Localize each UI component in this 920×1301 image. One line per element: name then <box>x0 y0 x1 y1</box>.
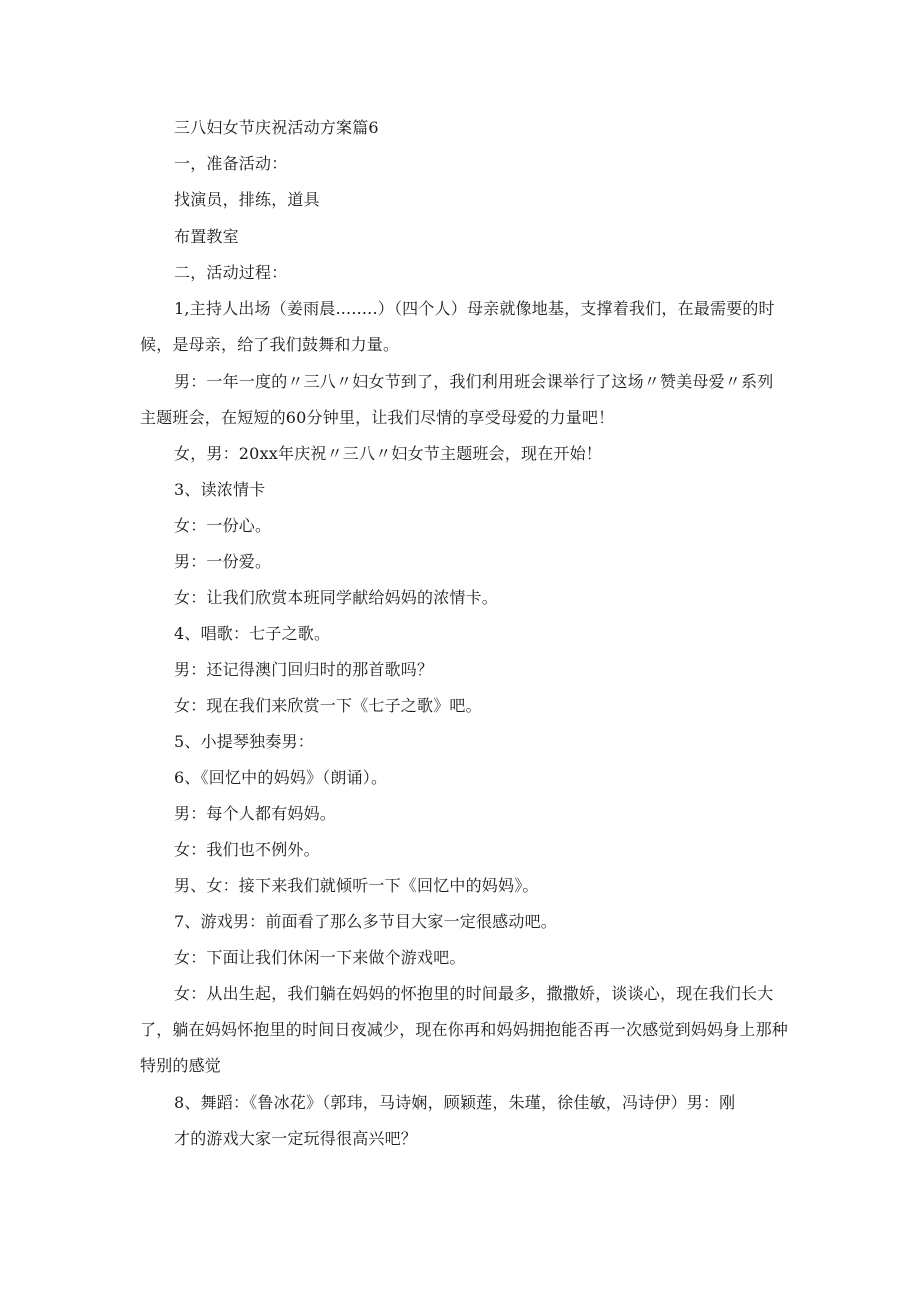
paragraph: 女：让我们欣赏本班同学献给妈妈的浓情卡。 <box>174 588 499 607</box>
paragraph: 男：还记得澳门回归时的那首歌吗？ <box>174 660 434 679</box>
paragraph: 5、小提琴独奏男： <box>174 732 314 751</box>
paragraph: 找演员，排练，道具 <box>174 190 320 209</box>
paragraph: 女：从出生起，我们躺在妈妈的怀抱里的时间最多，撒撒娇，谈谈心，现在我们长大了，躺在妈妈怀抱里的时间日夜减少，现在你再和妈妈拥抱能否再一次感觉到妈妈身上那种特别的感觉 <box>140 984 789 1075</box>
paragraph: 女，男：20xx年庆祝〃三八〃妇女节主题班会，现在开始！ <box>174 444 603 463</box>
paragraph: 7、游戏男：前面看了那么多节目大家一定很感动吧。 <box>174 912 557 931</box>
paragraph: 男：每个人都有妈妈。 <box>174 804 337 823</box>
paragraph: 一，准备活动： <box>174 154 288 173</box>
paragraph: 男：一份爱。 <box>174 552 272 571</box>
paragraph: 布置教室 <box>174 227 239 246</box>
paragraph: 男、女：接下来我们就倾听一下《回忆中的妈妈》。 <box>174 876 539 895</box>
paragraph: 才的游戏大家一定玩得很高兴吧？ <box>174 1129 418 1148</box>
paragraph: 女：一份心。 <box>174 516 272 535</box>
paragraph: 女：下面让我们休闲一下来做个游戏吧。 <box>174 948 466 967</box>
paragraph: 8、舞蹈：《鲁冰花》（郭玮，马诗娴，顾颖莲，朱瑾，徐佳敏，冯诗伊）男：刚 <box>174 1093 736 1112</box>
paragraph: 1,主持人出场（姜雨晨........）（四个人）母亲就像地基，支撑着我们，在最需要的时候，是母亲，给了我们鼓舞和力量。 <box>140 299 775 354</box>
paragraph: 3、读浓情卡 <box>174 480 266 499</box>
paragraph: 女：我们也不例外。 <box>174 840 320 859</box>
paragraph: 6、《回忆中的妈妈》（朗诵）。 <box>174 768 388 787</box>
paragraph: 二，活动过程： <box>174 263 288 282</box>
document-title: 三八妇女节庆祝活动方案篇6 <box>174 118 379 137</box>
paragraph: 4、唱歌：七子之歌。 <box>174 624 331 643</box>
paragraph: 男：一年一度的〃三八〃妇女节到了，我们利用班会课举行了这场〃赞美母爱〃系列主题班会，在短短的60分钟里，让我们尽情的享受母爱的力量吧！ <box>140 372 774 427</box>
paragraph: 女：现在我们来欣赏一下《七子之歌》吧。 <box>174 696 482 715</box>
